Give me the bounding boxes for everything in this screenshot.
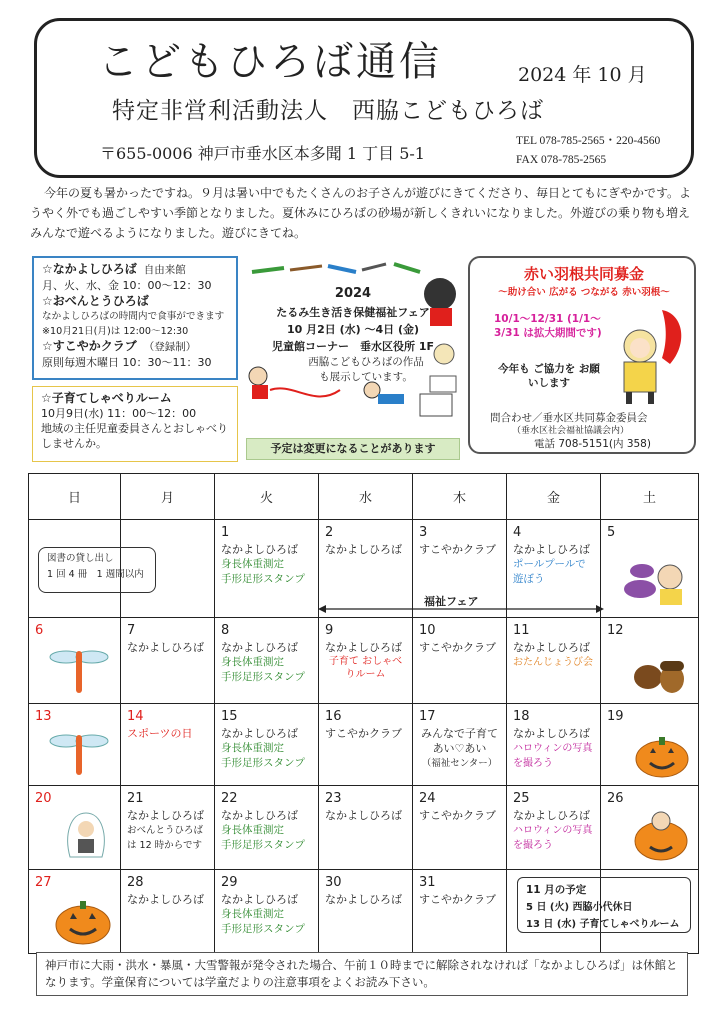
issue-date: 2024 年 10 月 — [518, 64, 647, 86]
nakayoshi-title: ☆なかよしひろば — [42, 262, 137, 276]
sukoyaka-time: 原則毎週木曜日 10：30～11：30 — [42, 356, 212, 370]
event-birthday: おたんじょうび会 — [513, 657, 593, 668]
red-feather-title: 赤い羽根共同募金 — [523, 265, 644, 283]
event-measure: 身長体重測定 — [221, 824, 284, 836]
day-number: 14 — [127, 709, 144, 724]
event-measure: 身長体重測定 — [221, 656, 284, 668]
library-detail: 1 回 4 冊 1 週間以内 — [47, 569, 144, 580]
event-ball-pool: ポールプールで遊ぼう — [513, 558, 586, 585]
contact-label: 問合わせ／垂水区共同募金委員会 — [490, 412, 648, 424]
day-number: 18 — [513, 709, 530, 724]
day-number: 28 — [127, 875, 144, 890]
donation-ask: 今年も ご協力を お願いします — [498, 363, 600, 389]
chestnut-acorn-icon — [628, 645, 692, 697]
weekday-fri: 金 — [507, 474, 601, 520]
library-title: 図書の貸し出し — [47, 553, 114, 564]
day-number: 1 — [221, 525, 230, 540]
event-obento-note: おべんとうひろばは 12 時からです — [127, 825, 204, 851]
obento-note: ※10月21日(月)は 12:00～12:30 — [42, 325, 189, 337]
day-cell-14 — [121, 704, 215, 786]
event-halloween-photo: ハロウィンの写真を撮ろう — [513, 825, 593, 851]
day-cell-26 — [601, 786, 699, 870]
event-halloween-photo: ハロウィンの写真を撮ろう — [513, 743, 593, 769]
event-nakayoshi: なかよしひろば — [221, 727, 298, 740]
event-sports-day: スポーツの日 — [127, 727, 193, 740]
november-item: 5 日 (火) 西脇小代休日 — [526, 902, 633, 913]
day-cell-21 — [121, 786, 215, 870]
day-number: 16 — [325, 709, 342, 724]
day-cell-27 — [29, 870, 121, 954]
week-row — [29, 704, 699, 786]
day-number: 8 — [221, 623, 230, 638]
day-cell-29 — [215, 870, 319, 954]
nakayoshi-time: 月、火、水、金 10：00～12：30 — [42, 279, 212, 293]
day-number: 20 — [35, 791, 52, 806]
library-lending-box — [38, 547, 156, 593]
day-number: 21 — [127, 791, 144, 806]
weekday-mon: 月 — [121, 474, 215, 520]
event-nakayoshi: なかよしひろば — [221, 893, 298, 906]
weather-warning-notice: 神戸市に大雨・洪水・暴風・大雪警報が発令された場合、午前１０時までに解除されなければ「なかよしひろば」は休館となります。学童保育については学童だよりの注意事項をよくお読み下さい。 — [36, 952, 688, 996]
event-nakayoshi: なかよしひろば — [513, 809, 590, 822]
contact-phone: 電話 708-5151(内 358) — [534, 438, 651, 450]
day-cell-31 — [413, 870, 507, 954]
fax: FAX 078-785-2565 — [516, 154, 607, 166]
week-row — [29, 618, 699, 704]
day-number: 4 — [513, 525, 522, 540]
day-cell-2 — [319, 520, 413, 618]
red-feather-box — [468, 256, 696, 454]
kosodate-info-box — [32, 386, 238, 462]
event-sukoyaka: すこやかクラブ — [419, 809, 496, 822]
day-number: 15 — [221, 709, 238, 724]
day-number: 9 — [325, 623, 334, 638]
donation-period: 10/1～12/31 (1/1～3/31 は拡大期間です) — [494, 313, 602, 339]
day-number: 24 — [419, 791, 436, 806]
contact-info — [490, 412, 651, 451]
kosodate-time: 10月9日(水) 11：00～12：00 — [41, 407, 197, 420]
day-number: 13 — [35, 709, 52, 724]
day-cell-30 — [319, 870, 413, 954]
week-row — [29, 786, 699, 870]
contact-sub: （垂水区社会福祉協議会内） — [512, 426, 630, 436]
event-sukoyaka: すこやかクラブ — [419, 641, 496, 654]
november-schedule-box — [517, 877, 691, 933]
event-stamp: 手形足形スタンプ — [221, 923, 305, 935]
november-title: 11 月の予定 — [526, 884, 587, 896]
day-number: 31 — [419, 875, 436, 890]
nakayoshi-sub: 自由来館 — [143, 264, 186, 276]
event-nakayoshi: なかよしひろば — [221, 641, 298, 654]
day-cell-15 — [215, 704, 319, 786]
day-cell-11 — [507, 618, 601, 704]
fair-period-label: 福祉フェア — [424, 595, 479, 608]
event-stamp: 手形足形スタンプ — [221, 839, 305, 851]
day-cell-23 — [319, 786, 413, 870]
ghost-costume-child-icon — [56, 805, 114, 863]
newsletter-title: こどもひろば通信 — [98, 39, 442, 85]
weekday-tue: 火 — [215, 474, 319, 520]
november-item: 13 日 (水) 子育てしゃべりルーム — [526, 919, 680, 930]
event-nakayoshi: なかよしひろば — [325, 543, 402, 556]
day-cell-19 — [601, 704, 699, 786]
fair-place: 児童館コーナー 垂水区役所 1F — [272, 340, 434, 353]
pumpkin-icon — [52, 895, 114, 947]
dragonfly-icon — [46, 725, 114, 779]
day-number: 11 — [513, 623, 530, 638]
day-cell-10 — [413, 618, 507, 704]
event-welfare-center: （福祉センター） — [421, 758, 498, 769]
day-number: 19 — [607, 709, 624, 724]
event-nakayoshi: なかよしひろば — [127, 809, 204, 822]
event-nakayoshi: なかよしひろば — [221, 543, 298, 556]
day-cell-1 — [215, 520, 319, 618]
event-nakayoshi: なかよしひろば — [325, 893, 402, 906]
address: 〒655-0006 神戸市垂水区本多聞 1 丁目 5-1 — [100, 144, 425, 163]
schedule-change-notice: 予定は変更になることがあります — [246, 438, 460, 460]
obento-title: ☆おべんとうひろば — [42, 293, 149, 308]
event-kosodate-room: 子育て おしゃべりルーム — [328, 656, 403, 680]
event-stamp: 手形足形スタンプ — [221, 573, 305, 585]
event-stamp: 手形足形スタンプ — [221, 757, 305, 769]
event-nakayoshi: なかよしひろば — [513, 641, 590, 654]
welfare-fair-panel — [244, 258, 462, 436]
fair-description: 西脇こどもひろばの作品も展示しています。 — [308, 356, 424, 383]
day-cell-12 — [601, 618, 699, 704]
day-cell-25 — [507, 786, 601, 870]
day-number: 26 — [607, 791, 624, 806]
day-number: 7 — [127, 623, 136, 638]
day-cell-5 — [601, 520, 699, 618]
fair-name: たるみ生き活き保健福祉フェア — [276, 306, 430, 319]
kosodate-desc: 地域の主任児童委員さんとおしゃべりしませんか。 — [41, 422, 228, 450]
organization-name: 特定非営利活動法人 西脇こどもひろば — [112, 98, 544, 124]
kosodate-title: ☆子育てしゃべりルーム — [41, 391, 172, 405]
day-cell-24 — [413, 786, 507, 870]
event-measure: 身長体重測定 — [221, 908, 284, 920]
day-cell-13 — [29, 704, 121, 786]
intro-paragraph: 今年の夏も暑かったですね。９月は暑い中でもたくさんのお子さんが遊びにきてくださり、毎日とてもにぎやかです。ようやく外でも過ごしやすい季節となりました。夏休みにひろばの砂場が新しくきれいになりました。外遊びの乗り物も増えみんなで遊べるようになりました。遊びにきてね。 — [30, 186, 692, 240]
weekday-sat: 土 — [601, 474, 699, 520]
day-number: 27 — [35, 875, 52, 890]
event-nakayoshi: なかよしひろば — [513, 727, 590, 740]
day-number: 6 — [35, 623, 44, 638]
fair-period-arrow — [318, 605, 604, 613]
day-cell-7 — [121, 618, 215, 704]
event-nakayoshi: なかよしひろば — [325, 641, 402, 654]
sukoyaka-sub: （登録制） — [143, 340, 197, 353]
event-minna-kosodate: みんなで子育て あい♡あい — [421, 727, 498, 755]
day-cell-17 — [413, 704, 507, 786]
event-nakayoshi: なかよしひろば — [127, 641, 204, 654]
weekday-sun: 日 — [29, 474, 121, 520]
day-cell-6 — [29, 618, 121, 704]
dragonfly-icon — [46, 639, 114, 697]
weekday-wed: 水 — [319, 474, 413, 520]
sukoyaka-title: ☆すこやかクラブ — [42, 338, 137, 353]
day-cell-22 — [215, 786, 319, 870]
event-measure: 身長体重測定 — [221, 558, 284, 570]
day-number: 2 — [325, 525, 334, 540]
day-cell-8 — [215, 618, 319, 704]
phone: TEL 078-785-2565・220-4560 — [516, 135, 661, 147]
day-cell-4 — [507, 520, 601, 618]
event-measure: 身長体重測定 — [221, 742, 284, 754]
day-number: 10 — [419, 623, 436, 638]
red-feather-subtitle: ～助け合い 広がる つながる 赤い羽根～ — [498, 287, 670, 298]
day-number: 30 — [325, 875, 342, 890]
day-number: 29 — [221, 875, 238, 890]
day-number: 22 — [221, 791, 238, 806]
day-cell-9 — [319, 618, 413, 704]
fair-dates: 10 月2日 (水) ～4日 (金) — [286, 323, 420, 336]
pumpkin-child-icon — [630, 809, 692, 863]
day-cell-16 — [319, 704, 413, 786]
day-number: 17 — [419, 709, 436, 724]
day-number: 5 — [607, 525, 616, 540]
event-nakayoshi: なかよしひろば — [127, 893, 204, 906]
event-stamp: 手形足形スタンプ — [221, 671, 305, 683]
weekday-header-row — [29, 474, 699, 520]
event-nakayoshi: なかよしひろば — [221, 809, 298, 822]
day-number: 25 — [513, 791, 530, 806]
pumpkin-icon — [632, 733, 692, 779]
girl-with-feather-illustration — [610, 304, 692, 406]
event-nakayoshi: なかよしひろば — [513, 543, 590, 556]
weekday-thu: 木 — [413, 474, 507, 520]
day-cell-20 — [29, 786, 121, 870]
obento-desc: なかよしひろばの時間内で食事ができます — [42, 310, 225, 322]
event-sukoyaka: すこやかクラブ — [419, 543, 496, 556]
sweet-potato-child-icon — [618, 549, 692, 611]
fair-year: 2024 — [334, 286, 372, 301]
event-sukoyaka: すこやかクラブ — [419, 893, 496, 906]
day-number: 23 — [325, 791, 342, 806]
event-nakayoshi: なかよしひろば — [325, 809, 402, 822]
day-cell-28 — [121, 870, 215, 954]
program-info-box — [32, 256, 238, 380]
day-cell-18 — [507, 704, 601, 786]
event-sukoyaka: すこやかクラブ — [325, 727, 402, 740]
day-number: 12 — [607, 623, 624, 638]
day-number: 3 — [419, 525, 428, 540]
